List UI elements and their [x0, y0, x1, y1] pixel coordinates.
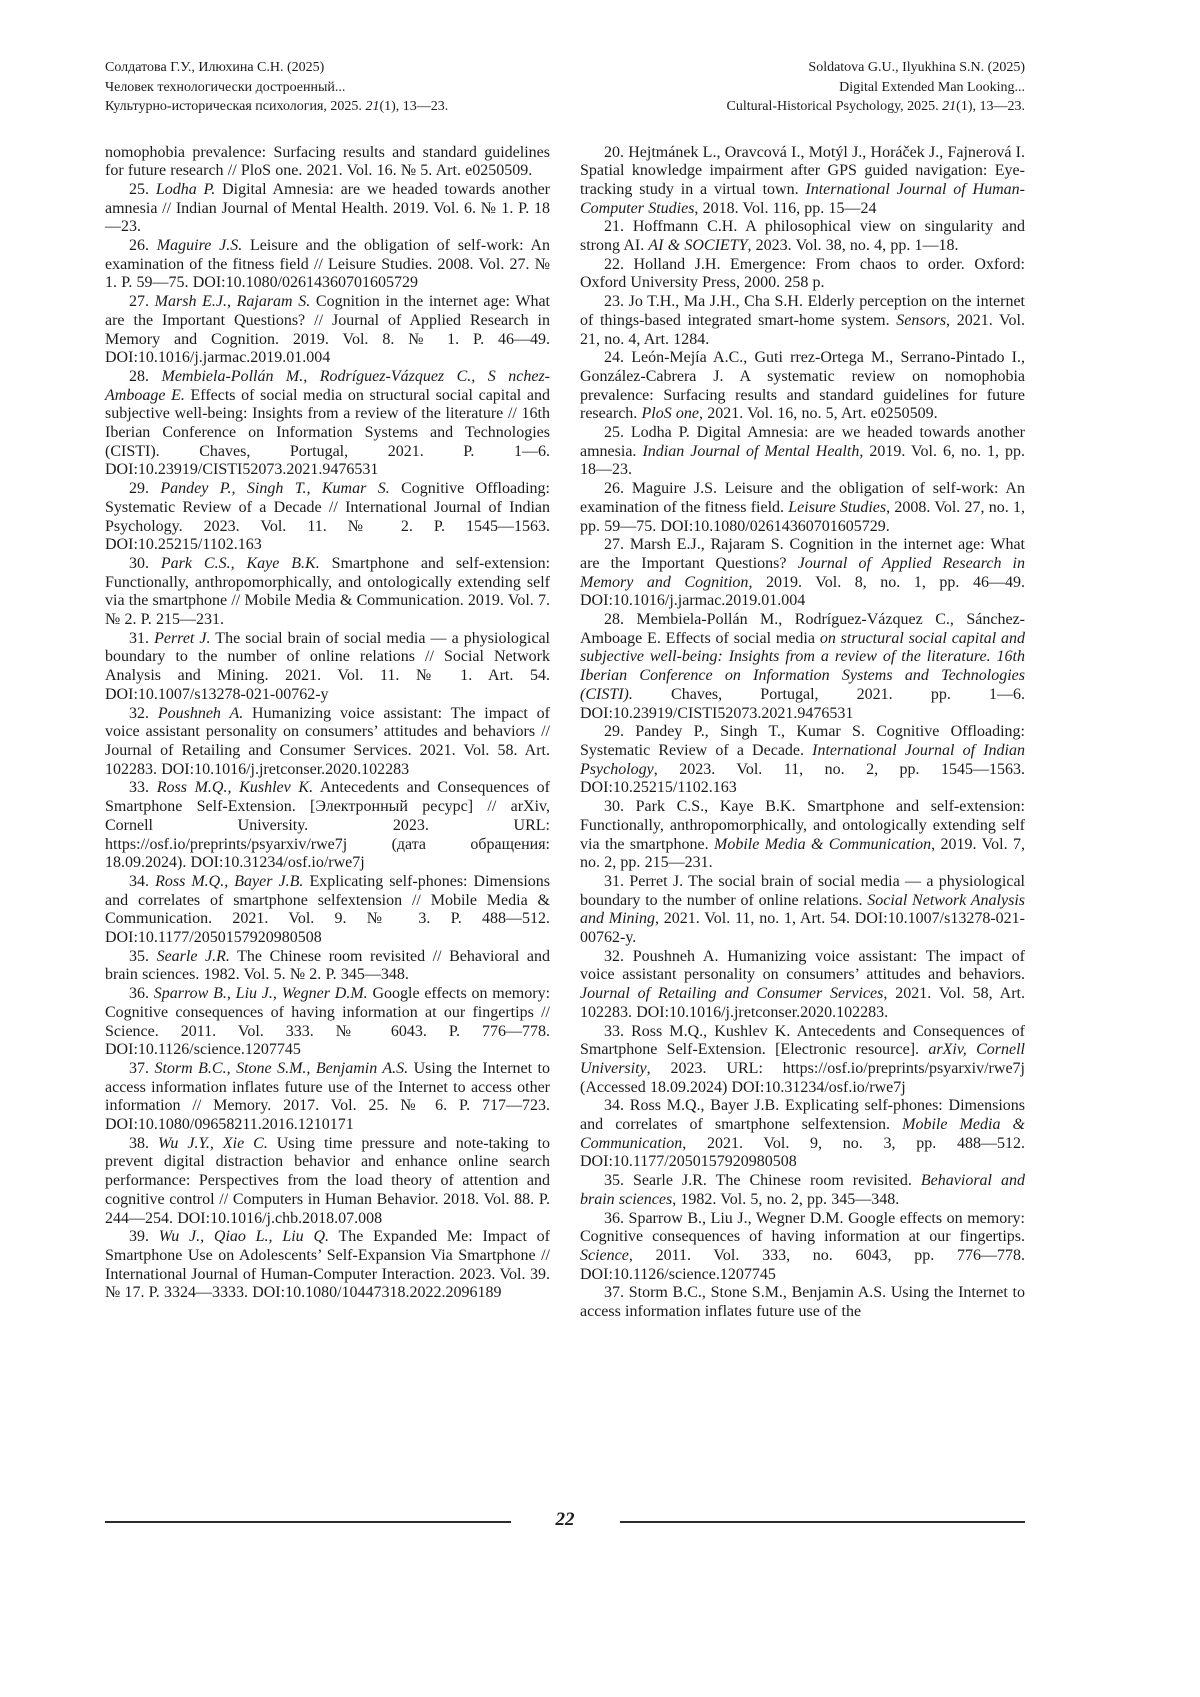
reference-item: 39. Wu J., Qiao L., Liu Q. The Expanded Me: Impact of Smartphone Use on Adolescents’ Self-Expansion Via Smartphone // International Journal of Human-Computer Interaction. 2023. Vol. 39. № 17. P. 3324—3333. DOI:10.1080/10447318.2022.2096189: [105, 1228, 550, 1302]
reference-item: nomophobia prevalence: Surfacing results and standard guidelines for future research // PloS one. 2021. Vol. 16. № 5. Art. e0250509.: [105, 143, 550, 180]
page-header: [105, 58, 1025, 117]
references-column-left: [105, 144, 550, 1322]
page-header-left: [105, 58, 448, 117]
header-line: Digital Extended Man Looking...: [839, 79, 1025, 95]
reference-item: 21. Hoffmann C.H. A philosophical view on singularity and strong AI. AI & SOCIETY, 2023. Vol. 38, no. 4, pp. 1—18.: [580, 218, 1025, 255]
reference-item: 30. Park C.S., Kaye B.K. Smartphone and self-extension: Functionally, anthropomorphically, and ontologically extending self via the smartphone // Mobile Media & Communication. 2019. Vol. 7. № 2. P. 215—231.: [105, 554, 551, 629]
references-section: [105, 144, 1025, 1322]
reference-item: 24. León-Mejía A.C., Guti rrez-Ortega M., Serrano-Pintado I., González-Cabrera J. A systematic review on nomophobia prevalence: Surfacing results and standard guidelines for future research. PloS one, 2021. Vol. 16, no. 5, Art. e0250509.: [580, 349, 1025, 423]
reference-item: 26. Maguire J.S. Leisure and the obligation of self-work: An examination of the fitness field // Leisure Studies. 2008. Vol. 27. № 1. P. 59—75. DOI:10.1080/02614360701605729: [105, 237, 551, 292]
footer-rule-right: [620, 1521, 1026, 1523]
page-number: 22: [555, 1509, 575, 1530]
reference-item: 27. Marsh E.J., Rajaram S. Cognition in the internet age: What are the Important Questions? // Journal of Applied Research in Memory and Cognition. 2019. Vol. 8. № 1. P. 46—49. DOI:10.1016/j.jarmac.2019.01.004: [105, 293, 550, 367]
reference-item: 20. Hejtmánek L., Oravcová I., Motýl J., Horáček J., Fajnerová I. Spatial knowledge impairment after GPS guided navigation: Eye-tracking study in a virtual town. International Journal of Human-Computer Studies, 2018. Vol. 116, pp. 15—24: [580, 143, 1025, 217]
reference-item: 32. Poushneh A. Humanizing voice assistant: The impact of voice assistant personality on consumers’ attitudes and behaviors. Journal of Retailing and Consumer Services, 2021. Vol. 58, Art. 102283. DOI:10.1016/j.jretconser.2020.102283.: [580, 947, 1025, 1021]
reference-item: 29. Pandey P., Singh T., Kumar S. Cognitive Offloading: Systematic Review of a Decade // International Journal of Indian Psychology. 2023. Vol. 11. № 2. P. 1545—1563. DOI:10.25215/1102.163: [105, 480, 550, 554]
reference-item: 26. Maguire J.S. Leisure and the obligation of self-work: An examination of the fitness field. Leisure Studies, 2008. Vol. 27, no. 1, pp. 59—75. DOI:10.1080/02614360701605729.: [580, 480, 1025, 535]
reference-item: 36. Sparrow B., Liu J., Wegner D.M. Google effects on memory: Cognitive consequences of having information at our fingertips. Science, 2011. Vol. 333, no. 6043, pp. 776—778. DOI:10.1126/science.1207745: [580, 1209, 1025, 1283]
reference-item: 37. Storm B.C., Stone S.M., Benjamin A.S. Using the Internet to access information inflates future use of the Internet to access other information // Memory. 2017. Vol. 25. № 6. P. 717—723. DOI:10.1080/09658211.2016.1210171: [105, 1059, 550, 1134]
reference-item: 22. Holland J.H. Emergence: From chaos to order. Oxford: Oxford University Press, 2000. 258 p.: [580, 255, 1025, 292]
reference-item: 28. Membiela-Pollán M., Rodríguez-Vázquez C., Sánchez-Amboage E. Effects of social media on structural social capital and subjective well-being: Insights from a review of the literature. 16th Iberian Conference on Information Systems and Technologies (CISTI). Chaves, Portugal, 2021. pp. 1—6. DOI:10.23919/CISTI52073.2021.9476531: [580, 611, 1025, 722]
header-line: Soldatova G.U., Ilyukhina S.N. (2025): [808, 60, 1025, 75]
reference-item: 25. Lodha P. Digital Amnesia: are we headed towards another amnesia. Indian Journal of Mental Health, 2019. Vol. 6, no. 1, pp. 18—23.: [580, 424, 1026, 479]
header-line: Солдатова Г.У., Илюхина С.Н. (2025): [105, 60, 325, 75]
reference-item: 33. Ross M.Q., Kushlev K. Antecedents and Consequences of Smartphone Self-Extension. [Electronic resource]. arXiv, Cornell University, 2023. URL: https://osf.io/preprints/psyarxiv/rwe7j (Accessed 18.09.2024) DOI:10.31234/osf.io/rwe7j: [580, 1022, 1025, 1096]
reference-item: 30. Park C.S., Kaye B.K. Smartphone and self-extension: Functionally, anthropomorphically, and ontologically extending self via the smartphone. Mobile Media & Communication, 2019. Vol. 7, no. 2, pp. 215—231.: [580, 798, 1026, 872]
reference-item: 31. Perret J. The social brain of social media — a physiological boundary to the number of online relations. Social Network Analysis and Mining, 2021. Vol. 11, no. 1, Art. 54. DOI:10.1007/s13278-021-00762-y.: [580, 872, 1026, 947]
references-column-right: [580, 144, 1025, 1322]
reference-item: 27. Marsh E.J., Rajaram S. Cognition in the internet age: What are the Important Questions? Journal of Applied Research in Memory and Cognition, 2019. Vol. 8, no. 1, pp. 46—49. DOI:10.1016/j.jarmac.2019.01.004: [580, 536, 1025, 610]
reference-item: 28. Membiela-Pollán M., Rodríguez-Vázquez C., S nchez-Amboage E. Effects of social media on structural social capital and subjective well-being: Insights from a review of the literature // 16th Iberian Conference on Information Systems and Technologies (CISTI). Chaves, Portugal, 2021. P. 1—6. DOI:10.23919/CISTI52073.2021.9476531: [105, 367, 551, 479]
reference-item: 34. Ross M.Q., Bayer J.B. Explicating self-phones: Dimensions and correlates of smartphone selfextension // Mobile Media & Communication. 2021. Vol. 9. № 3. P. 488—512. DOI:10.1177/2050157920980508: [105, 872, 550, 947]
reference-item: 35. Searle J.R. The Chinese room revisited // Behavioral and brain sciences. 1982. Vol. 5. № 2. P. 345—348.: [105, 947, 550, 984]
page-header-right: [726, 58, 1025, 117]
page-footer: [105, 1509, 1025, 1531]
header-line: Cultural-Historical Psychology, 2025. 21(1), 13—23.: [726, 99, 1025, 114]
reference-item: 38. Wu J.Y., Xie C. Using time pressure and note-taking to prevent digital distraction behavior and enhance online search performance: Perspectives from the load theory of attention and cognitive control // Computers in Human Behavior. 2018. Vol. 88. P. 244—254. DOI:10.1016/j.chb.2018.07.008: [105, 1134, 550, 1227]
footer-rule-left: [105, 1521, 511, 1523]
header-line: Культурно-историческая психология, 2025. 21(1), 13—23.: [105, 99, 449, 114]
reference-item: 32. Poushneh A. Humanizing voice assistant: The impact of voice assistant personality on consumers’ attitudes and behaviors // Journal of Retailing and Consumer Services. 2021. Vol. 58. Art. 102283. DOI:10.1016/j.jretconser.2020.102283: [105, 704, 550, 778]
reference-item: 23. Jo T.H., Ma J.H., Cha S.H. Elderly perception on the internet of things-based integrated smart-home system. Sensors, 2021. Vol. 21, no. 4, Art. 1284.: [580, 293, 1025, 348]
reference-item: 34. Ross M.Q., Bayer J.B. Explicating self-phones: Dimensions and correlates of smartphone selfextension. Mobile Media & Communication, 2021. Vol. 9, no. 3, pp. 488—512. DOI:10.1177/2050157920980508: [580, 1097, 1025, 1171]
reference-item: 33. Ross M.Q., Kushlev K. Antecedents and Consequences of Smartphone Self-Extension. [Электронный ресурс] // arXiv, Cornell University. 2023. URL: https://osf.io/preprints/psyarxiv/rwe7j (дата обращения: 18.09.2024). DOI:10.31234/osf.io/rwe7j: [105, 779, 550, 872]
reference-item: 37. Storm B.C., Stone S.M., Benjamin A.S. Using the Internet to access information inflates future use of the: [580, 1284, 1025, 1321]
reference-item: 35. Searle J.R. The Chinese room revisited. Behavioral and brain sciences, 1982. Vol. 5, no. 2, pp. 345—348.: [580, 1172, 1026, 1208]
reference-item: 25. Lodha P. Digital Amnesia: are we headed towards another amnesia // Indian Journal of Mental Health. 2019. Vol. 6. № 1. P. 18—23.: [105, 180, 551, 236]
reference-item: 29. Pandey P., Singh T., Kumar S. Cognitive Offloading: Systematic Review of a Decade. International Journal of Indian Psychology, 2023. Vol. 11, no. 2, pp. 1545—1563. DOI:10.25215/1102.163: [580, 723, 1025, 797]
header-line: Человек технологически достроенный...: [105, 79, 346, 95]
reference-item: 31. Perret J. The social brain of social media — a physiological boundary to the number of online relations // Social Network Analysis and Mining. 2021. Vol. 11. № 1. Art. 54. DOI:10.1007/s13278-021-00762-y: [105, 629, 550, 703]
reference-item: 36. Sparrow B., Liu J., Wegner D.M. Google effects on memory: Cognitive consequences of having information at our fingertips // Science. 2011. Vol. 333. № 6043. P. 776—778. DOI:10.1126/science.1207745: [105, 985, 551, 1059]
